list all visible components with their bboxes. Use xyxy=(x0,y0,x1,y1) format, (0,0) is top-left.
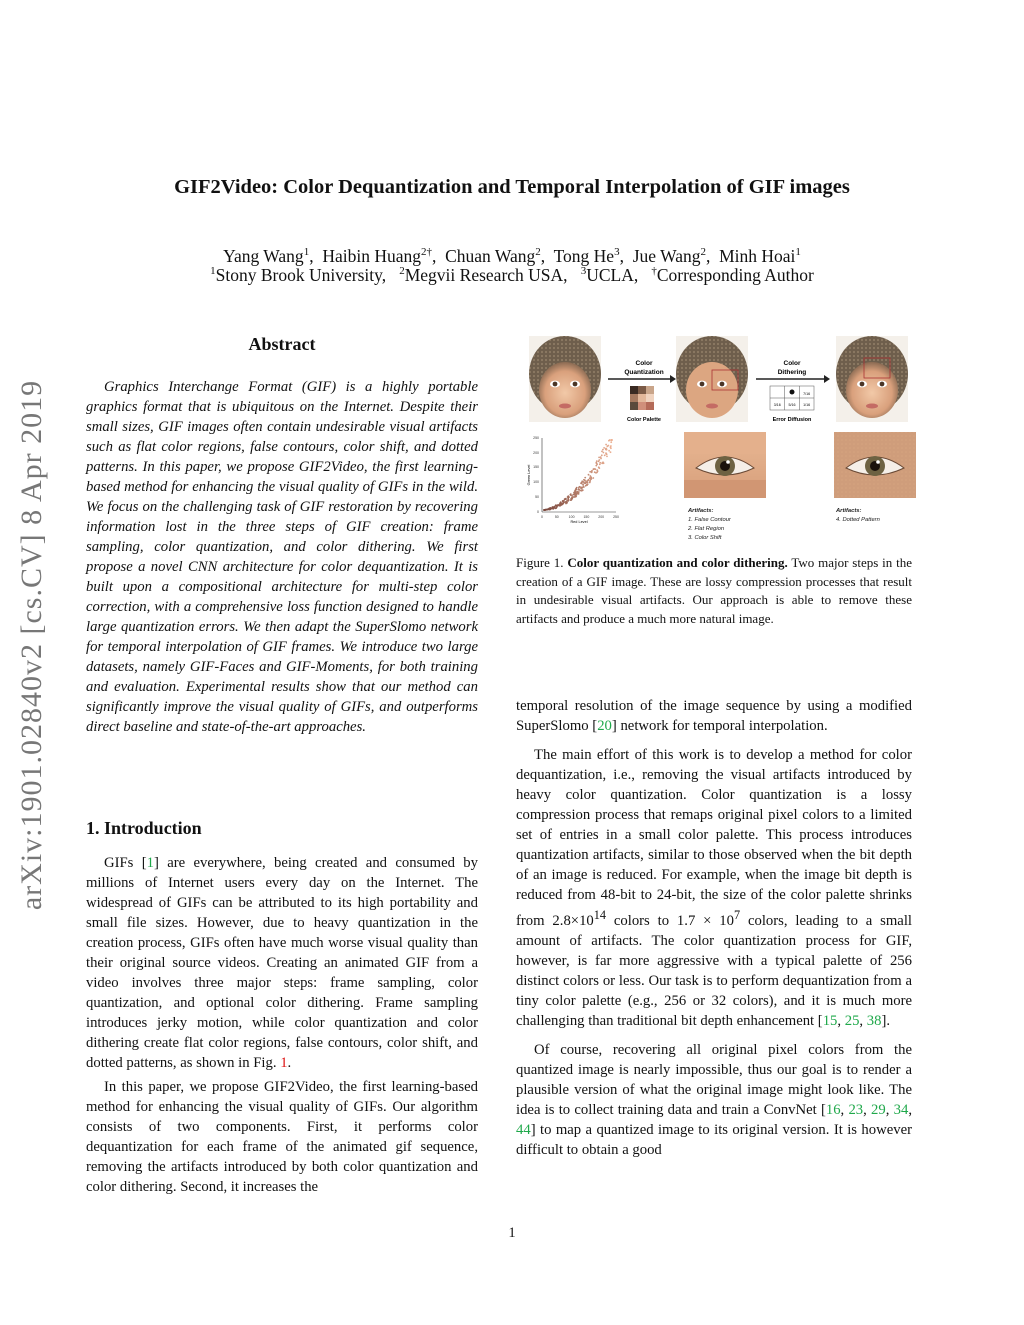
quantization-label: Color xyxy=(635,360,653,367)
scatter-point xyxy=(589,480,591,482)
scatter-point xyxy=(581,488,583,490)
citation-link[interactable]: 23 xyxy=(848,1101,864,1118)
scatter-point xyxy=(596,460,598,462)
scatter-point xyxy=(588,474,590,476)
arxiv-id: arXiv:1901.02840v2 [cs.CV] 8 Apr 2019 xyxy=(15,379,48,911)
svg-text:1/16: 1/16 xyxy=(803,403,811,407)
scatter-point xyxy=(601,454,603,456)
paragraph: Of course, recovering all original pixel colors from the quantized image is nearly impossible, thus our goal is to render a plausible version of what the original image might look like. The idea is to collect training data and train a ConvNet [16, 23, 29, 34, 44] to map a quantized image to its original version. It is however difficult to obtain a good xyxy=(516,1041,912,1158)
scatter-point xyxy=(603,447,605,449)
author: Yang Wang$^1$ xyxy=(223,245,310,266)
scatter-point xyxy=(565,501,567,503)
baby-photo-dithered xyxy=(836,336,908,422)
svg-text:50: 50 xyxy=(554,515,559,519)
palette-label: Color Palette xyxy=(627,417,661,423)
scatter-point xyxy=(601,451,603,453)
baby-photo-original xyxy=(529,336,601,422)
author: Haibin Huang$^{2\dagger}$ xyxy=(322,245,432,266)
artifact-item: 2. Flat Region xyxy=(688,526,725,532)
citation-link[interactable]: 16 xyxy=(825,1101,841,1118)
scatter-point xyxy=(545,509,547,511)
color-palette-swatches xyxy=(630,386,654,410)
scatter-point xyxy=(604,455,606,457)
figure-1-caption: Figure 1. Color quantization and color dithering. Two major steps in the creation of a GIF image. These are lossy compression processes that result in undesirable visual artifacts. Our approach is able to remove these artifacts and produce a much more natural image. xyxy=(516,555,912,626)
paragraph: GIFs [1] are everywhere, being created and consumed by millions of Internet users every day on the Internet. The widespread of GIFs can be attributed to its high portability and small file sizes. However, due to heavy quantization in the creation process, GIFs often have much worse visual quality than their original source videos. Creating an animated GIF from a video involves three major steps: frame sampling, color quantization, and optional color dithering. Frame sampling introduces jerky motion, while color quantization and color dithering create flat color regions, false contours, color shift, and dotted patterns, as shown in Fig. 1. xyxy=(86,855,478,1071)
scatter-point xyxy=(595,465,597,467)
artifacts-title: Artifacts: xyxy=(836,508,862,514)
scatter-point xyxy=(607,445,609,447)
scatter-point xyxy=(589,482,591,484)
scatter-point xyxy=(562,501,564,503)
abstract-text: Graphics Interchange Format (GIF) is a highly portable graphics format that is ubiquitous on the Internet. Despite their small sizes, GIF images often contain undesirable visual artifacts such as flat color regions, false contours, color shift, and dotted patterns. In this paper, we propose GIF2Video, the first learning-based method for enhancing the visual quality of GIFs in the wild. We focus on the challenging task of GIF restoration by recovering information lost in the three steps of GIF creation: frame sampling, color quantization, and color dithering. We first propose a novel CNN architecture for color dequantization. It is built upon a compositional architecture for multi-step color correction, with a comprehensive loss function designed to handle large quantization errors. We then adapt the SuperSlomo network for temporal interpolation of GIF frames. We introduce two large datasets, namely GIF-Faces and GIF-Moments, for both training and evaluation. Experimental results show that our method can significantly improve the visual quality of GIFs, and outperforms direct baseline and state-of-the-art approaches. xyxy=(86,379,478,735)
paragraph: In this paper, we propose GIF2Video, the first learning-based method for enhancing the visual quality of GIFs. Our algorithm consists of two components. First, it performs color dequantization for each frame of the animated gif sequence, removing the artifacts introduced by both color quantization and color dithering. Second, it increases the xyxy=(86,1079,478,1195)
scatter-point xyxy=(578,493,580,495)
scatter-point xyxy=(611,439,613,441)
svg-text:150: 150 xyxy=(583,515,590,519)
citation-link[interactable]: 38 xyxy=(866,1012,882,1029)
introduction-body xyxy=(86,853,478,1201)
eye-crop-dithered xyxy=(834,432,916,498)
quantization-label: Quantization xyxy=(624,369,664,376)
scatter-point xyxy=(588,479,590,481)
page-number: 1 xyxy=(508,1225,516,1241)
affiliation: $^2$Megvii Research USA, xyxy=(399,265,568,285)
scatter-point xyxy=(582,484,584,486)
svg-text:7/16: 7/16 xyxy=(803,392,811,396)
citation-link[interactable]: 25 xyxy=(844,1012,860,1029)
scatter-point xyxy=(598,460,600,462)
scatter-point xyxy=(570,498,572,500)
scatter-point xyxy=(559,505,561,507)
affiliation: $^3$UCLA, xyxy=(580,265,639,285)
author: Tong He$^3$ xyxy=(553,245,620,266)
scatter-point xyxy=(576,493,578,495)
scatter-point xyxy=(610,441,612,443)
error-diffusion-grid xyxy=(770,386,814,410)
scatter-point xyxy=(605,444,607,446)
right-column-body xyxy=(516,696,912,1169)
scatter-point xyxy=(599,464,601,466)
scatter-point xyxy=(600,456,602,458)
author: Jue Wang$^2$ xyxy=(632,245,706,266)
scatter-point xyxy=(608,450,610,452)
citation-link[interactable]: 29 xyxy=(871,1101,886,1118)
author: Chuan Wang$^2$ xyxy=(445,245,541,266)
citation-link[interactable]: 34 xyxy=(893,1101,909,1118)
scatter-point xyxy=(557,504,559,506)
error-diffusion-label: Error Diffusion xyxy=(772,417,812,423)
svg-text:3/16: 3/16 xyxy=(773,403,781,407)
scatter-point xyxy=(596,469,598,471)
svg-text:5/16: 5/16 xyxy=(788,403,796,407)
svg-text:0: 0 xyxy=(541,515,543,519)
scatter-point xyxy=(602,462,604,464)
arrow-head xyxy=(824,375,830,383)
author-list: Yang Wang$^1$, Haibin Huang$^{2\dagger}$, Chuan Wang$^2$, Tong He$^3$, Jue Wang$^2$, Minh Hoai$^1$ xyxy=(223,245,801,266)
svg-text:150: 150 xyxy=(533,465,539,469)
scatter-point xyxy=(555,505,557,507)
scatter-point xyxy=(602,449,604,451)
paragraph: temporal resolution of the image sequence by using a modified SuperSlomo [20] network for temporal interpolation. xyxy=(516,698,912,734)
scatter-point xyxy=(561,503,563,505)
scatter-point xyxy=(567,497,569,499)
svg-text:250: 250 xyxy=(533,436,539,440)
scatter-point xyxy=(598,466,600,468)
scatter-point xyxy=(552,507,554,509)
scatter-point xyxy=(591,471,593,473)
scatter-point xyxy=(587,482,589,484)
citation-link[interactable]: 20 xyxy=(597,718,612,734)
scatter-point xyxy=(610,451,612,453)
scatter-point xyxy=(573,492,575,494)
artifacts-title: Artifacts: xyxy=(688,508,714,514)
figure-1 xyxy=(524,334,916,546)
affiliation: †Corresponding Author xyxy=(651,265,814,285)
scatter-point xyxy=(605,453,607,455)
scatter-point xyxy=(580,490,582,492)
scatter-point xyxy=(590,476,592,478)
scatter-point xyxy=(586,484,588,486)
scatter-point xyxy=(573,496,575,498)
scatter-ylabel: Green Level xyxy=(527,464,531,486)
scatter-point xyxy=(565,498,567,500)
arrow-head xyxy=(670,375,676,383)
scatter-point xyxy=(582,486,584,488)
color-scatter-plot xyxy=(527,436,619,524)
svg-text:0: 0 xyxy=(537,510,539,514)
scatter-point xyxy=(582,481,584,483)
arxiv-sidebar xyxy=(6,360,58,930)
scatter-point xyxy=(593,468,595,470)
scatter-point xyxy=(574,494,576,496)
artifact-item: 1. False Contour xyxy=(688,517,731,523)
svg-text:50: 50 xyxy=(535,495,539,499)
scatter-point xyxy=(598,457,600,459)
svg-text:200: 200 xyxy=(533,451,539,455)
citation-link[interactable]: 44 xyxy=(516,1121,531,1138)
scatter-point xyxy=(547,509,549,511)
affiliation: $^1$Stony Brook University, xyxy=(210,265,387,285)
artifact-item: 3. Color Shift xyxy=(688,535,722,541)
scatter-point xyxy=(575,488,577,490)
scatter-point xyxy=(605,449,607,451)
svg-text:200: 200 xyxy=(598,515,605,519)
scatter-xlabel: Red Level xyxy=(570,520,588,524)
affiliation-list xyxy=(0,265,1024,286)
scatter-point xyxy=(570,494,572,496)
scatter-point xyxy=(606,456,608,458)
scatter-point xyxy=(584,477,586,479)
eye-crop-quantized xyxy=(684,432,766,498)
dithering-label: Dithering xyxy=(777,369,807,376)
svg-text:100: 100 xyxy=(533,480,539,484)
scatter-point xyxy=(608,440,610,442)
scatter-point xyxy=(595,462,597,464)
section-heading-introduction: 1. Introduction xyxy=(86,818,202,838)
paragraph: The main effort of this work is to develop a method for color dequantization, i.e., removing the visual artifacts introduced by heavy color quantization. Color quantization is a lossy compression process that remaps original pixel colors to a limited set of entries in a small color palette. This process introduces quantization artifacts, similar to those observed when the bit depth of an image is reduced. For example, when the image bit depth is reduced from 48-bit to 24-bit, the size of the color palette shrinks from $2.8\times 10^{14}$ colors to $1.7 \times 10^7$ colors, leading to a small amount of artifacts. The color quantization process for GIF, however, is far more aggressive with a typical palette of 256 distinct colors or less. Our task is to perform dequantization from a tiny color palette (e.g., 256 or 32 colors), and it is much more challenging than traditional bit depth enhancement [15, 25, 38]. xyxy=(516,747,912,1029)
scatter-point xyxy=(579,486,581,488)
author: Minh Hoai$^1$ xyxy=(719,245,801,266)
abstract-heading: Abstract xyxy=(248,334,316,354)
svg-text:100: 100 xyxy=(568,515,575,519)
scatter-point xyxy=(584,479,586,481)
scatter-point xyxy=(580,482,582,484)
scatter-point xyxy=(610,446,612,448)
scatter-point xyxy=(603,452,605,454)
svg-text:250: 250 xyxy=(613,515,619,519)
dithering-label: Color xyxy=(783,360,801,367)
artifact-item: 4. Dotted Pattern xyxy=(836,517,880,523)
scatter-point xyxy=(575,496,577,498)
scatter-point xyxy=(578,489,580,491)
baby-photo-quantized xyxy=(676,336,748,422)
scatter-point xyxy=(576,487,578,489)
citation-link[interactable]: 1 xyxy=(146,855,154,871)
scatter-point xyxy=(550,508,552,510)
paper-title: GIF2Video: Color Dequantization and Temporal Interpolation of GIF images xyxy=(174,176,850,198)
scatter-point xyxy=(594,471,596,473)
scatter-point xyxy=(592,477,594,479)
citation-link[interactable]: 15 xyxy=(822,1012,838,1029)
scatter-point xyxy=(589,477,591,479)
scatter-point xyxy=(594,468,596,470)
scatter-point xyxy=(599,462,601,464)
figure-ref-link[interactable]: 1 xyxy=(280,1055,288,1071)
